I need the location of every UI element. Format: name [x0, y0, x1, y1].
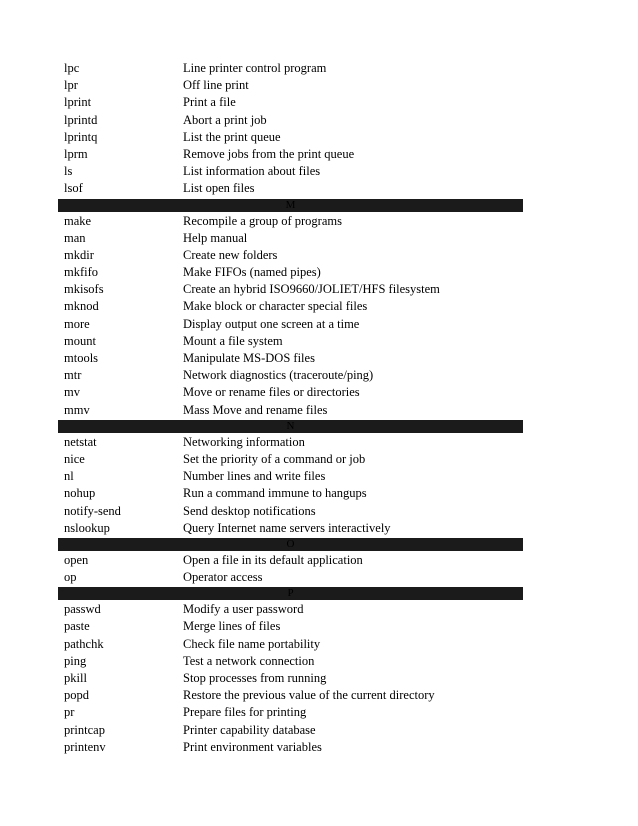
- command-description: Help manual: [183, 230, 248, 245]
- command-description: Networking information: [183, 434, 305, 449]
- command-name: mkfifo: [64, 265, 99, 280]
- table-row: [58, 434, 523, 451]
- command-name: mtools: [64, 351, 99, 365]
- table-row: [58, 112, 523, 129]
- table-row: [58, 451, 523, 468]
- command-description: Printer capability database: [183, 722, 316, 737]
- command-description: Display output one screen at a time: [183, 316, 360, 331]
- command-description: Print a file: [183, 95, 236, 110]
- command-description: Make block or character special files: [183, 299, 368, 314]
- command-name: lprintq: [64, 129, 98, 144]
- command-description: Move or rename files or directories: [183, 385, 360, 400]
- command-description: Manipulate MS-DOS files: [183, 351, 315, 365]
- command-description: List the print queue: [183, 129, 281, 144]
- command-description: Recompile a group of programs: [183, 213, 342, 228]
- command-name: nice: [64, 451, 85, 466]
- command-description: Operator access: [183, 570, 263, 585]
- table-row: [58, 281, 523, 298]
- table-row: [58, 316, 523, 333]
- command-name: pathchk: [64, 636, 104, 651]
- table-row: [58, 350, 523, 367]
- table-row: [58, 739, 523, 756]
- table-row: [58, 618, 523, 635]
- command-description: Prepare files for printing: [183, 705, 307, 720]
- table-row: [58, 704, 523, 721]
- command-description: List information about files: [183, 164, 321, 179]
- command-name: more: [64, 316, 90, 331]
- command-description: Abort a print job: [183, 112, 267, 127]
- command-name: ls: [64, 164, 73, 179]
- command-name: passwd: [64, 602, 101, 617]
- command-reference-table: [58, 60, 523, 756]
- table-row: [58, 569, 523, 586]
- table-row: [58, 485, 523, 502]
- command-name: nslookup: [64, 520, 110, 535]
- command-name: popd: [64, 688, 89, 703]
- command-description: Off line print: [183, 78, 249, 93]
- command-description: Make FIFOs (named pipes): [183, 265, 321, 280]
- command-name: netstat: [64, 434, 97, 449]
- table-row: [58, 163, 523, 180]
- command-description: Mass Move and rename files: [183, 402, 328, 417]
- table-row: [58, 180, 523, 197]
- command-name: mkdir: [64, 247, 94, 262]
- table-row: [58, 636, 523, 653]
- command-name: mv: [64, 385, 80, 400]
- command-description: Stop processes from running: [183, 671, 327, 685]
- command-name: make: [64, 213, 92, 228]
- command-name: paste: [64, 619, 90, 634]
- table-row: [58, 333, 523, 350]
- command-name: op: [64, 570, 77, 585]
- command-name: mmv: [64, 402, 90, 417]
- command-description: List open files: [183, 181, 255, 196]
- section-header-p: P: [58, 587, 523, 600]
- command-description: Restore the previous value of the current directory: [183, 688, 435, 703]
- command-description: Check file name portability: [183, 636, 321, 651]
- table-row: [58, 230, 523, 247]
- command-description: Merge lines of files: [183, 619, 281, 634]
- section-header-m: M: [58, 199, 523, 212]
- command-name: lpr: [64, 78, 78, 93]
- command-description: Network diagnostics (traceroute/ping): [183, 368, 374, 383]
- section-header-n: N: [58, 420, 523, 433]
- table-row: [58, 247, 523, 264]
- table-row: [58, 653, 523, 670]
- table-row: [58, 670, 523, 687]
- command-name: nl: [64, 469, 74, 484]
- command-name: pkill: [64, 671, 87, 685]
- command-description: Number lines and write files: [183, 469, 326, 484]
- command-name: man: [64, 230, 86, 245]
- command-description: Line printer control program: [183, 61, 327, 75]
- command-name: printenv: [64, 739, 106, 754]
- table-row: [58, 77, 523, 94]
- table-row: [58, 146, 523, 163]
- command-name: lprintd: [64, 112, 98, 127]
- command-name: open: [64, 552, 89, 567]
- table-row: [58, 687, 523, 704]
- command-name: notify-send: [64, 503, 121, 518]
- table-row: [58, 367, 523, 384]
- command-description: Test a network connection: [183, 653, 315, 668]
- command-description: Print environment variables: [183, 739, 322, 754]
- table-row: [58, 468, 523, 485]
- command-name: mkisofs: [64, 282, 104, 297]
- command-description: Run a command immune to hangups: [183, 486, 367, 501]
- table-row: [58, 601, 523, 618]
- command-description: Create an hybrid ISO9660/JOLIET/HFS filesystem: [183, 282, 440, 297]
- command-description: Create new folders: [183, 247, 278, 262]
- table-row: [58, 94, 523, 111]
- command-description: Open a file in its default application: [183, 552, 363, 567]
- table-row: [58, 384, 523, 401]
- table-row: [58, 552, 523, 569]
- command-description: Query Internet name servers interactively: [183, 520, 391, 535]
- command-description: Send desktop notifications: [183, 503, 316, 518]
- table-row: [58, 520, 523, 537]
- table-row: [58, 213, 523, 230]
- command-description: Set the priority of a command or job: [183, 451, 366, 466]
- table-row: [58, 60, 523, 77]
- table-row: [58, 264, 523, 281]
- command-name: lpc: [64, 61, 80, 75]
- command-name: pr: [64, 705, 75, 720]
- command-name: ping: [64, 653, 87, 668]
- table-row: [58, 722, 523, 739]
- command-description: Mount a file system: [183, 333, 283, 348]
- command-name: printcap: [64, 722, 105, 737]
- command-name: lprm: [64, 146, 88, 161]
- command-name: mtr: [64, 368, 82, 383]
- command-name: mount: [64, 333, 96, 348]
- command-name: nohup: [64, 486, 96, 501]
- command-description: Remove jobs from the print queue: [183, 146, 355, 161]
- command-name: lsof: [64, 181, 83, 196]
- table-row: [58, 503, 523, 520]
- command-name: mknod: [64, 299, 99, 314]
- table-row: [58, 129, 523, 146]
- command-description: Modify a user password: [183, 602, 304, 617]
- section-header-o: O: [58, 538, 523, 551]
- table-row: [58, 402, 523, 419]
- table-row: [58, 298, 523, 315]
- command-name: lprint: [64, 95, 92, 110]
